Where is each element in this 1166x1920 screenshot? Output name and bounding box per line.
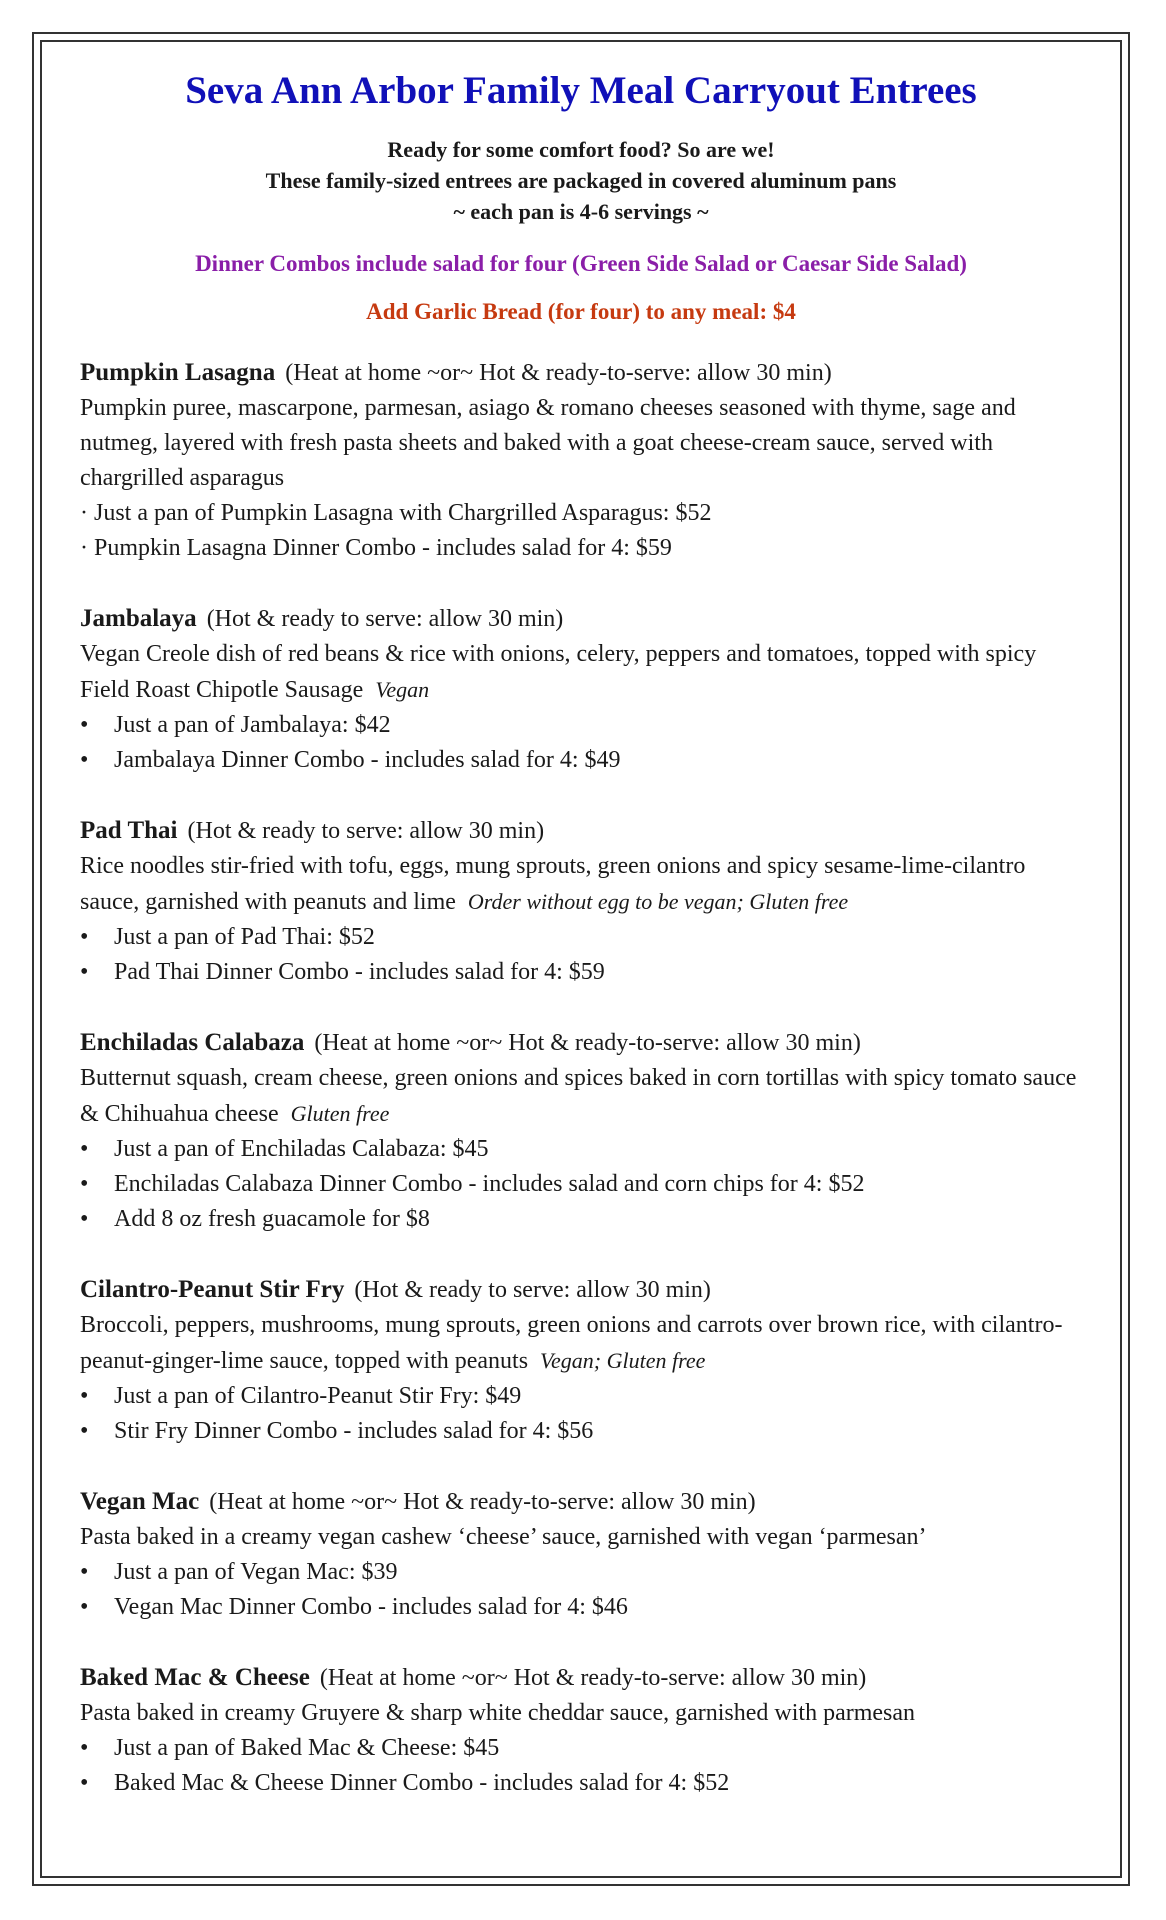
- bullet-icon: ·: [80, 535, 88, 561]
- bullet-icon: •: [80, 1136, 89, 1162]
- page-border-inner: [40, 40, 1122, 1878]
- menu-item-description-text: Broccoli, peppers, mushrooms, mung sprouts, green onions and carrots over brown rice, with cilantro-peanut-ginger-lime sauce, topped with peanuts: [80, 1312, 1063, 1374]
- menu-option-text: Just a pan of Jambalaya: $42: [114, 712, 391, 738]
- bullet-icon: •: [80, 1206, 89, 1232]
- bullet-icon: •: [80, 924, 89, 950]
- menu-option-text: Add 8 oz fresh guacamole for $8: [114, 1206, 430, 1232]
- menu-item: [80, 1272, 1082, 1449]
- menu-item-description: [80, 1061, 1082, 1132]
- menu-item-description-text: Pumpkin puree, mascarpone, parmesan, asiago & romano cheeses seasoned with thyme, sage and nutmeg, layered with fresh pasta sheets and baked with a goat cheese-cream sauce, served with chargrilled asparagus: [80, 395, 1016, 491]
- menu-item-description: [80, 391, 1082, 496]
- menu-option: [80, 743, 1082, 778]
- menu-content: [80, 60, 1082, 1836]
- menu-item-header: [80, 1660, 1082, 1696]
- bullet-icon: •: [80, 1770, 89, 1796]
- menu-item-header: [80, 1025, 1082, 1061]
- menu-option: [80, 1379, 1082, 1414]
- intro-text: [80, 134, 1082, 227]
- bullet-icon: •: [80, 1735, 89, 1761]
- menu-item-name: Vegan Mac: [80, 1488, 200, 1515]
- bullet-icon: •: [80, 1418, 89, 1444]
- menu-item-prep-note: (Heat at home ~or~ Hot & ready-to-serve: allow 30 min): [314, 1030, 861, 1056]
- bullet-icon: •: [80, 1171, 89, 1197]
- menu-item: [80, 813, 1082, 990]
- menu-item-header: [80, 601, 1082, 637]
- bullet-icon: •: [80, 1383, 89, 1409]
- intro-line: These family-sized entrees are packaged in covered aluminum pans: [265, 168, 897, 193]
- menu-item-name: Jambalaya: [80, 605, 197, 632]
- menu-option-text: Just a pan of Baked Mac & Cheese: $45: [114, 1735, 500, 1761]
- menu-item-description-text: Rice noodles stir-fried with tofu, eggs, mung sprouts, green onions and spicy sesame-lime-cilantro sauce, garnished with peanuts and lime: [80, 853, 1026, 915]
- menu-item-prep-note: (Heat at home ~or~ Hot & ready-to-serve: allow 30 min): [285, 360, 832, 386]
- menu-option: [80, 1167, 1082, 1202]
- menu-option: [80, 1414, 1082, 1449]
- menu-item: [80, 601, 1082, 778]
- menu-item-description-text: Butternut squash, cream cheese, green onions and spices baked in corn tortillas with spicy tomato sauce & Chihuahua cheese: [80, 1065, 1077, 1127]
- menu-option: [80, 1590, 1082, 1625]
- menu-item: [80, 1484, 1082, 1625]
- menu-option-text: Just a pan of Cilantro-Peanut Stir Fry: $49: [114, 1383, 522, 1409]
- garlic-bread-note: Add Garlic Bread (for four) to any meal: $4: [366, 299, 796, 324]
- menu-option-text: Just a pan of Vegan Mac: $39: [114, 1559, 398, 1585]
- menu-option: [80, 1766, 1082, 1801]
- menu-item-prep-note: (Hot & ready to serve: allow 30 min): [187, 818, 545, 844]
- menu-item-description: [80, 849, 1082, 920]
- menu-item-name: Cilantro-Peanut Stir Fry: [80, 1276, 345, 1303]
- menu-item-prep-note: (Hot & ready to serve: allow 30 min): [206, 606, 564, 632]
- menu-option-text: Enchiladas Calabaza Dinner Combo - includes salad and corn chips for 4: $52: [114, 1171, 865, 1197]
- bullet-icon: •: [80, 1559, 89, 1585]
- menu-item: [80, 1025, 1082, 1237]
- menu-item-name: Baked Mac & Cheese: [80, 1664, 310, 1691]
- page-title: Seva Ann Arbor Family Meal Carryout Entrees: [185, 69, 977, 112]
- combo-note: Dinner Combos include salad for four (Green Side Salad or Caesar Side Salad): [195, 251, 967, 276]
- menu-option-text: Pumpkin Lasagna Dinner Combo - includes salad for 4: $59: [94, 535, 672, 561]
- menu-item-description: [80, 1308, 1082, 1379]
- menu-items: [80, 355, 1082, 1801]
- menu-item: [80, 1660, 1082, 1801]
- intro-line: Ready for some comfort food? So are we!: [387, 137, 775, 162]
- menu-option-text: Jambalaya Dinner Combo - includes salad for 4: $49: [114, 747, 621, 773]
- dietary-tag: Vegan: [375, 677, 430, 702]
- menu-option: [80, 955, 1082, 990]
- menu-option-text: Pad Thai Dinner Combo - includes salad for 4: $59: [114, 959, 605, 985]
- menu-option-text: Just a pan of Enchiladas Calabaza: $45: [114, 1136, 489, 1162]
- menu-item-description: [80, 637, 1082, 708]
- bullet-icon: •: [80, 712, 89, 738]
- menu-item-prep-note: (Heat at home ~or~ Hot & ready-to-serve: allow 30 min): [319, 1665, 867, 1691]
- dietary-tag: Order without egg to be vegan; Gluten free: [467, 889, 849, 914]
- menu-item-name: Pumpkin Lasagna: [80, 359, 276, 386]
- menu-option-text: Stir Fry Dinner Combo - includes salad for 4: $56: [114, 1418, 594, 1444]
- menu-item-description: [80, 1520, 1082, 1555]
- menu-item-header: [80, 1272, 1082, 1308]
- menu-item-name: Pad Thai: [80, 817, 178, 844]
- menu-item: [80, 355, 1082, 566]
- menu-option: [80, 1132, 1082, 1167]
- menu-option: [80, 1731, 1082, 1766]
- menu-item-description-text: Pasta baked in creamy Gruyere & sharp white cheddar sauce, garnished with parmesan: [80, 1700, 916, 1726]
- intro-line: ~ each pan is 4-6 servings ~: [453, 199, 709, 224]
- menu-option: [80, 531, 1082, 566]
- menu-item-prep-note: (Hot & ready to serve: allow 30 min): [354, 1277, 711, 1303]
- menu-item-prep-note: (Heat at home ~or~ Hot & ready-to-serve: allow 30 min): [209, 1489, 756, 1515]
- dietary-tag: Gluten free: [290, 1101, 390, 1126]
- menu-item-description: [80, 1696, 1082, 1731]
- menu-option-text: Vegan Mac Dinner Combo - includes salad for 4: $46: [114, 1594, 628, 1620]
- menu-item-description-text: Pasta baked in a creamy vegan cashew ‘cheese’ sauce, garnished with vegan ‘parmesan’: [80, 1524, 927, 1550]
- menu-item-header: [80, 1484, 1082, 1520]
- page-border-outer: [32, 32, 1130, 1886]
- menu-option: [80, 708, 1082, 743]
- bullet-icon: •: [80, 747, 89, 773]
- menu-option: [80, 920, 1082, 955]
- menu-option: [80, 1555, 1082, 1590]
- bullet-icon: ·: [80, 500, 88, 526]
- menu-option-text: Baked Mac & Cheese Dinner Combo - includes salad for 4: $52: [114, 1770, 730, 1796]
- menu-item-description-text: Vegan Creole dish of red beans & rice with onions, celery, peppers and tomatoes, topped with spicy Field Roast Chipotle Sausage: [80, 641, 1037, 703]
- menu-option: [80, 496, 1082, 531]
- menu-item-header: [80, 813, 1082, 849]
- menu-item-header: [80, 355, 1082, 391]
- dietary-tag: Vegan; Gluten free: [540, 1348, 706, 1373]
- menu-option-text: Just a pan of Pad Thai: $52: [114, 924, 375, 950]
- menu-option: [80, 1202, 1082, 1237]
- menu-option-text: Just a pan of Pumpkin Lasagna with Chargrilled Asparagus: $52: [94, 500, 712, 526]
- bullet-icon: •: [80, 1594, 89, 1620]
- menu-item-name: Enchiladas Calabaza: [80, 1029, 305, 1056]
- bullet-icon: •: [80, 959, 89, 985]
